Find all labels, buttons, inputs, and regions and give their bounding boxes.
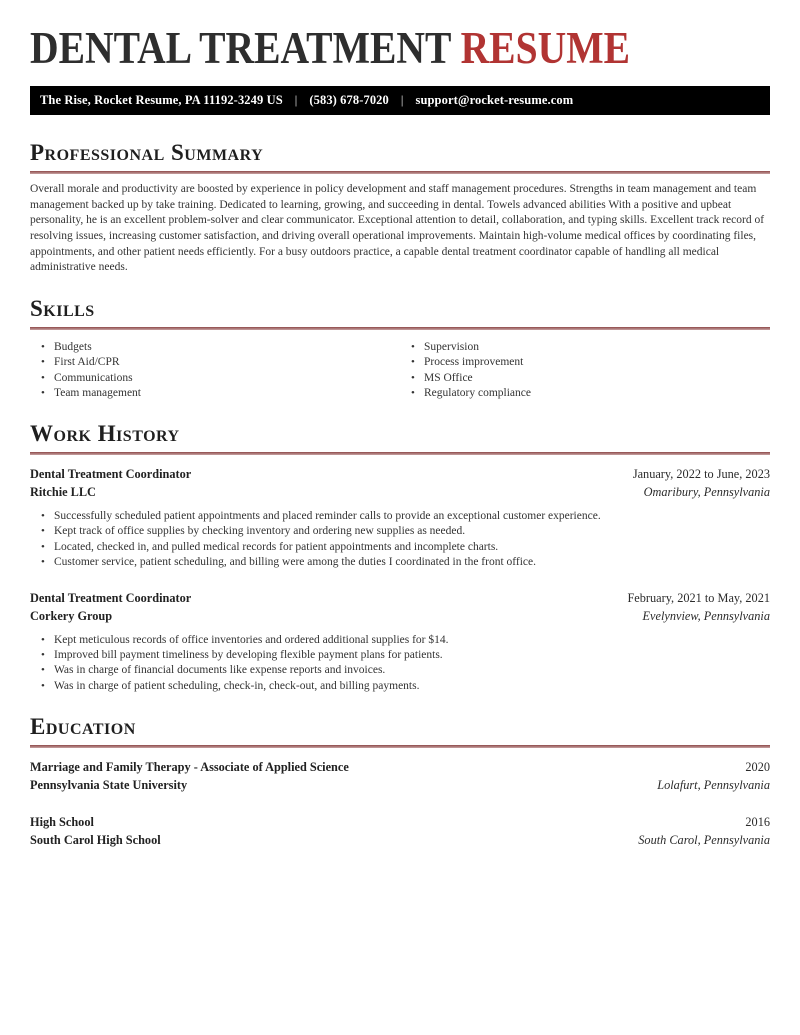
education-year: 2020 bbox=[745, 760, 770, 775]
section-skills bbox=[30, 296, 770, 401]
skill-item: • Process improvement bbox=[400, 355, 770, 370]
job-title-row bbox=[30, 465, 770, 483]
summary-text: Overall morale and productivity are boosted by experience in policy development and staff management procedures. Strengths in team management and team management backed up by take training. Dedicated to learning, growing, and succeeding in dental. Towels advanced abilities With a positive and upbeat personality, he is an excellent problem-solver and clear communicator. Exceptional attention to detail, collaboration, and typing skills. Excellent track record of resolving issues, increasing customer satisfaction, and driving overall operational improvements. Maintain high-volume medical offices by coordinating files, appointments, and other patient needs efficiently. For a busy outdoors practice, a capable dental treatment coordinator capable of handling all medical administrative needs. bbox=[30, 183, 765, 274]
job-duty: • Kept track of office supplies by checking inventory and ordering new supplies as needed. bbox=[30, 524, 770, 539]
job-company-row bbox=[30, 483, 770, 501]
job-location: Omaribury, Pennsylvania bbox=[643, 485, 770, 500]
job-dates: January, 2022 to June, 2023 bbox=[632, 467, 770, 482]
header bbox=[30, 23, 770, 115]
title-main: DENTAL TREATMENT bbox=[30, 23, 461, 73]
title-accent: RESUME bbox=[460, 23, 631, 73]
job-location: Evelynview, Pennsylvania bbox=[642, 609, 770, 624]
section-professional-summary bbox=[30, 140, 770, 276]
job-company-row bbox=[30, 607, 770, 625]
skill-item: • First Aid/CPR bbox=[30, 355, 400, 370]
education-location: South Carol, Pennsylvania bbox=[638, 833, 770, 848]
skills-column-left bbox=[30, 340, 400, 401]
skill-item: • Budgets bbox=[30, 340, 400, 355]
section-heading-education: Education bbox=[30, 713, 136, 739]
education-school-row bbox=[30, 776, 770, 794]
education-degree-row bbox=[30, 813, 770, 831]
education-entry bbox=[30, 813, 770, 849]
section-divider bbox=[30, 327, 770, 330]
education-degree: High School bbox=[30, 815, 94, 830]
skill-item: • MS Office bbox=[400, 371, 770, 386]
job-duty: • Located, checked in, and pulled medical records for patient appointments and incomplete charts. bbox=[30, 540, 770, 555]
job-title-row bbox=[30, 589, 770, 607]
job-entry bbox=[30, 589, 770, 694]
contact-phone: (583) 678-7020 bbox=[309, 93, 389, 107]
job-company: Corkery Group bbox=[30, 609, 113, 624]
education-degree-row bbox=[30, 758, 770, 776]
contact-bar bbox=[30, 86, 770, 115]
education-degree: Marriage and Family Therapy - Associate of Applied Science bbox=[30, 760, 349, 775]
job-dates: February, 2021 to May, 2021 bbox=[627, 591, 770, 606]
job-duties-list bbox=[30, 633, 770, 694]
job-duty: • Was in charge of patient scheduling, check-in, check-out, and billing payments. bbox=[30, 679, 770, 694]
job-title: Dental Treatment Coordinator bbox=[30, 467, 192, 482]
skills-columns bbox=[30, 340, 770, 401]
job-company: Ritchie LLC bbox=[30, 485, 96, 500]
education-year: 2016 bbox=[745, 815, 770, 830]
education-entry bbox=[30, 758, 770, 794]
education-location: Lolafurt, Pennsylvania bbox=[657, 778, 770, 793]
section-divider bbox=[30, 452, 770, 455]
job-duty: • Improved bill payment timeliness by developing flexible payment plans for patients. bbox=[30, 648, 770, 663]
job-duty: • Was in charge of financial documents like expense reports and invoices. bbox=[30, 663, 770, 678]
job-duty: • Kept meticulous records of office inventories and ordered additional supplies for $14. bbox=[30, 633, 770, 648]
job-duties-list bbox=[30, 509, 770, 570]
job-entry bbox=[30, 465, 770, 570]
section-heading-summary: Professional Summary bbox=[30, 140, 264, 165]
contact-separator: | bbox=[294, 93, 298, 107]
skill-item: • Regulatory compliance bbox=[400, 386, 770, 401]
education-school-row bbox=[30, 831, 770, 849]
job-title: Dental Treatment Coordinator bbox=[30, 591, 192, 606]
page-title bbox=[30, 23, 770, 73]
section-education bbox=[30, 714, 770, 849]
section-heading-work: Work History bbox=[30, 420, 180, 446]
education-school: Pennsylvania State University bbox=[30, 778, 188, 793]
section-divider bbox=[30, 171, 770, 174]
skill-item: • Team management bbox=[30, 386, 400, 401]
job-duty: • Customer service, patient scheduling, and billing were among the duties I coordinated in the front office. bbox=[30, 555, 770, 570]
job-duty: • Successfully scheduled patient appointments and placed reminder calls to provide an exceptional customer experience. bbox=[30, 509, 770, 524]
contact-email: support@rocket-resume.com bbox=[415, 93, 574, 107]
education-school: South Carol High School bbox=[30, 833, 161, 848]
section-heading-skills: Skills bbox=[30, 295, 95, 321]
contact-separator: | bbox=[400, 93, 404, 107]
contact-address: The Rise, Rocket Resume, PA 11192-3249 US bbox=[40, 93, 283, 107]
skill-item: • Supervision bbox=[400, 340, 770, 355]
section-work-history bbox=[30, 421, 770, 694]
section-divider bbox=[30, 745, 770, 748]
skills-column-right bbox=[400, 340, 770, 401]
skill-item: • Communications bbox=[30, 371, 400, 386]
